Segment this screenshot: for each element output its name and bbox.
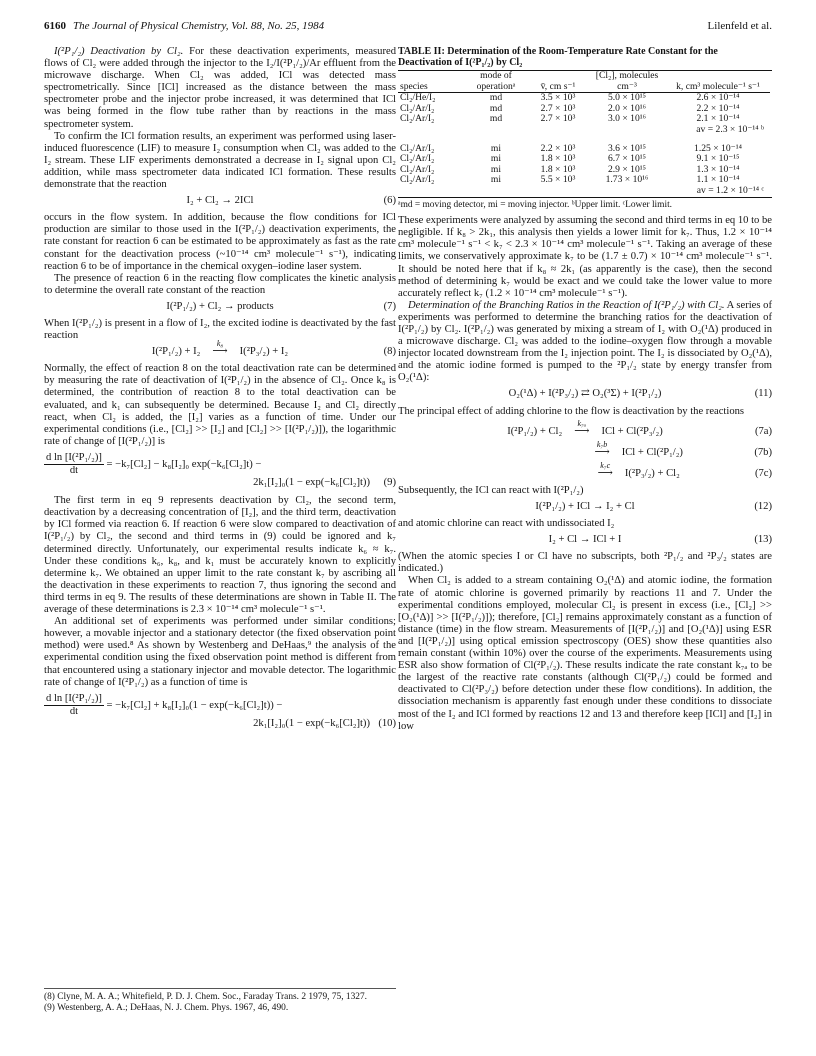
paragraph-reaction6: occurs in the flow system. In addition, because the flow conditions for ICl production are similar to those used in the I(²P₁/₂) deactivation experiments, the rate constant for reaction 6 can be estimated to be approximately as fast as the rate constant for the deactivation process (~10⁻¹⁴ cm³ molecule⁻¹ s⁻¹), indicating reaction 6 to be of importance in the chemical oxygen–iodine laser system. — [44, 212, 396, 272]
cell-velocity: 1.8 × 10³ — [540, 153, 576, 165]
left-column — [44, 46, 396, 736]
paragraph-formation-rate: When Cl₂ is added to a stream containing O₂(¹Δ) and atomic iodine, the formation rate of atomic chlorine is governed primarily by reactions 11 and 7. Under the experimental conditions employed, molecular Cl₂ is present in excess (i.e., [Cl₂] >> [O₂(¹Δ)] >> [I(²P₁/₂)]); therefore, [Cl₂] remains approximately constant as a function of distance (time) in the flow stream. Measurements of [I(²P₁/₂)] and [O₂(¹Δ)] using ESR and [I(²P₁/₂)] using optical emission spectroscopy (OES) show these quantities also remain constant (within 10%) over the course of the experiments. Measurements using ESR also show formation of Cl(²P₁/₂). These results indicate the rate constant k₇ₐ to be the largest of the reactive rate constants (although Cl(²P₁/₂) could be formed and deactivated to Cl(²P₃/₂) before detection under these flow conditions). In addition, the dissociation mechanism is apparently fast enough under these conditions to dissociate most of the I₂ and ICl formed by reactions 12 and 13 and therefore keep [ICl] and [I₂] in low — [398, 575, 772, 732]
cell-rate: 2.6 × 10⁻¹⁴ — [696, 92, 740, 104]
col-species: species — [398, 71, 464, 93]
equation-body: O₂(¹Δ) + I(²P₃/₂) ⇄ O₂(³Σ) + I(²P₁/₂) — [508, 388, 662, 400]
equation-body: I(²P₁/₂) + Cl₂ → products — [166, 300, 274, 312]
col-velocity: v̄, cm s⁻¹ — [528, 71, 588, 93]
equation-rhs: ICl + Cl(²P₁/₂) — [621, 446, 683, 458]
equation-number: (13) — [754, 534, 772, 546]
cell-concentration: 5.0 × 10¹⁵ — [607, 92, 646, 104]
equation-body: I(²P₁/₂) + ICl → I₂ + Cl — [535, 501, 635, 512]
section-heading: Determination of the Branching Ratios in the Reaction of I(²P₁/₂) with Cl₂. — [408, 299, 725, 311]
rate-label: k₇ₐ — [577, 418, 587, 428]
equation-number: (10) — [378, 717, 396, 729]
equation-number: (6) — [383, 195, 396, 207]
paragraph-branching-ratios — [398, 300, 772, 385]
equation-body — [507, 418, 663, 438]
section-heading: I(²P₁/₂) Deactivation by Cl₂. — [54, 46, 184, 57]
average-mi: av = 1.2 × 10⁻¹⁴ ᶜ — [696, 184, 764, 196]
equation-11 — [398, 388, 772, 400]
cell-concentration: 1.73 × 10¹⁶ — [605, 174, 649, 186]
cell-concentration: 2.9 × 10¹⁵ — [607, 163, 646, 175]
equation-body — [151, 339, 289, 358]
cell-concentration: 6.7 × 10¹⁵ — [607, 153, 646, 165]
average-md: av = 2.3 × 10⁻¹⁴ ᵇ — [696, 123, 764, 135]
equation-line-2: 2k₁[I₂]₀(1 − exp(−k₆[Cl₂]t)) — [253, 717, 370, 729]
cell-species: Cl₂/Ar/I₂ — [400, 102, 435, 114]
cell-species: Cl₂/He/I₂ — [400, 92, 436, 104]
cell-mode: md — [489, 92, 503, 104]
equation-body — [490, 460, 680, 480]
equation-6 — [44, 195, 396, 207]
paragraph-chlorine-reaction: and atomic chlorine can react with undissociated I₂ — [398, 518, 615, 530]
cell-concentration: 3.0 × 10¹⁶ — [607, 113, 646, 125]
cell-species: Cl₂/Ar/I₂ — [400, 153, 435, 165]
equation-number: (7a) — [754, 425, 772, 437]
paragraph-k7-limits: These experiments were analyzed by assuming the second and third terms in eq 10 to be negligible. If k₈ > 2k₁, this analysis then yields a lower limit for k₇. Thus, 1.2 × 10⁻¹⁴ cm³ molecule⁻¹ s⁻¹ < k₇ < 2.3 × 10⁻¹⁴ cm³ molecule⁻¹ s⁻¹. Taking an average of these limits, we conservatively approximate k₇ to be (1.7 ± 0.7) × 10⁻¹⁴ cm³ molecule⁻¹ s⁻¹. It should be noted here that if k₈ ≈ 2k₁ (as apparently is the case), then the second method of determining k₇ would be exact and we could take the lower value to more accurately reflect k₇ (1.2 × 10⁻¹⁴ cm³ molecule⁻¹ s⁻¹). — [398, 215, 772, 299]
equation-10 — [44, 693, 396, 730]
cell-mode: mi — [490, 142, 502, 154]
cell-mode: md — [489, 102, 503, 114]
footnote-references — [44, 988, 396, 1013]
cell-rate: 2.2 × 10⁻¹⁴ — [696, 102, 740, 114]
running-authors: Lilenfeld et al. — [707, 20, 772, 32]
cell-velocity: 1.8 × 10³ — [540, 163, 576, 175]
cell-velocity: 2.2 × 10³ — [540, 142, 576, 154]
equation-lhs: I(²P₁/₂) + Cl₂ — [507, 425, 563, 437]
page-number: 6160 — [44, 20, 66, 32]
paragraph-reaction6-complication: The presence of reaction 6 in the reacting flow complicates the kinetic analysis to determine the overall rate constant of the reaction — [44, 272, 396, 296]
cell-velocity: 2.7 × 10³ — [540, 102, 576, 114]
equation-number: (7c) — [754, 467, 772, 479]
cell-rate: 1.3 × 10⁻¹⁴ — [696, 163, 740, 175]
fraction-denominator: dt — [69, 465, 79, 476]
equation-number: (12) — [754, 501, 772, 512]
cell-species: Cl₂/Ar/I₂ — [400, 113, 435, 125]
cell-concentration: 2.0 × 10¹⁶ — [607, 102, 646, 114]
table-average-row — [398, 125, 770, 136]
fraction-numerator: d ln [I(²P₁/₂)] — [44, 693, 104, 706]
fraction-denominator: dt — [69, 705, 79, 717]
equation-line-2: 2k₁[I₂]₀(1 − exp(−k₆[Cl₂]t)) — [253, 477, 370, 489]
equation-number: (7) — [383, 300, 396, 312]
cell-rate: 2.1 × 10⁻¹⁴ — [696, 113, 740, 125]
cell-mode: mi — [490, 153, 502, 165]
paragraph-cl2-deactivation — [44, 46, 396, 131]
equation-rhs: ICl + Cl(²P₃/₂) — [601, 425, 663, 437]
cell-velocity: 2.7 × 10³ — [540, 113, 576, 125]
equation-body: I₂ + Cl → ICl + I — [548, 534, 622, 546]
cell-concentration: 3.6 × 10¹⁵ — [607, 142, 646, 154]
cell-species: Cl₂/Ar/I₂ — [400, 174, 435, 186]
paragraph-fixed-observation: An additional set of experiments was performed under similar conditions; however, a movable injector and a stationary detector (the fixed observation point method) were used.⁸ As shown by Westenberg and DeHaas,⁹ the analysis of the experimental condition using the fixed observation point method is different from that encountered using a stationary injector and movable detector. The logarithmic rate of change of I(²P₁/₂) as a function of time is — [44, 616, 396, 688]
rate-label: k₇c — [600, 460, 611, 470]
rate-arrow: k₇b ⟶ — [585, 447, 619, 459]
table-caption: TABLE II: Determination of the Room-Temperature Rate Constant for the Deactivation of I(²P₁/₂) by Cl₂ — [398, 46, 718, 68]
table-average-row — [398, 186, 770, 197]
fraction-numerator: d ln [I(²P₁/₂)] — [44, 452, 104, 465]
equation-7a — [398, 418, 772, 438]
cell-mode: md — [489, 113, 503, 125]
cell-velocity: 3.5 × 10³ — [540, 92, 576, 104]
col-concentration: [Cl₂], molecules cm⁻³ — [588, 71, 666, 93]
equation-7c — [398, 460, 772, 480]
paragraph-reaction8: Normally, the effect of reaction 8 on the total deactivation rate can be determined by measuring the rate of deactivation of I(²P₁/₂) in the absence of Cl₂. Once k₈ is determined, the contribution of reaction 8 to the total deactivation can be evaluated, and k₁ can subsequently be determined. Because I₂ and Cl₂ directly react, when Cl₂ is added, the [I₂] varies as a function of time. Under our experimental conditions (i.e., [Cl₂] >> [I₂] and [Cl₂] >> [I(²P₁/₂)]), the logarithmic rate of change of [I(²P₁/₂)] is — [44, 363, 396, 447]
cell-species: Cl₂/Ar/I₂ — [400, 163, 435, 175]
table-ii — [398, 70, 772, 198]
paragraph-eq9-discussion: The first term in eq 9 represents deactivation by Cl₂, the second term, deactivation by a decreasing concentration of [I₂], and the third term, deactivation by ICl formed via reaction 6. If reaction 6 were slow compared to deactivation of I(²P₁/₂) by Cl₂, the second and third terms in (9) could be ignored and k₇ determined directly. Unfortunately, our experimental results indicate k₆ ≈ k₇. Under these conditions k₆, k₈, and k₁ must be accurately known to explicitly determine k₇. We obtained an upper limit to the rate constant k₇ by ascribing all the deactivation in these experiments to reaction 7, thus ignoring the second and third terms in eq 9. The results of these determinations are shown in Table II. The average of these determinations is 2.3 × 10⁻¹⁴ cm³ molecule⁻¹ s⁻¹. — [44, 495, 396, 616]
equation-number: (8) — [383, 346, 396, 358]
equation-line-1: = −k₇[Cl₂] + k₈[I₂]₀(1 − exp(−k₆[Cl₂]t)) − — [106, 699, 283, 711]
reference-9: (9) Westenberg, A. A.; DeHaas, N. J. Chem. Phys. 1967, 46, 490. — [44, 1002, 289, 1013]
cell-rate: 9.1 × 10⁻¹⁵ — [696, 153, 740, 165]
cell-species: Cl₂/Ar/I₂ — [400, 142, 435, 154]
col-rate-constant: k, cm³ molecule⁻¹ s⁻¹ — [666, 71, 770, 93]
equation-9 — [44, 452, 396, 489]
cell-mode: mi — [490, 163, 502, 175]
paragraph-fast-reaction: When I(²P₁/₂) is present in a flow of I₂, the excited iodine is deactivated by the fast reaction — [44, 317, 396, 342]
equation-body — [487, 439, 683, 459]
equation-8 — [44, 339, 396, 358]
journal-title: The Journal of Physical Chemistry, Vol. 88, No. 25, 1984 — [73, 20, 325, 32]
rate-label: k₇b — [596, 439, 608, 449]
equation-rhs: I(²P₃/₂) + Cl₂ — [624, 467, 680, 479]
equation-lhs: I(²P₁/₂) + I₂ — [151, 346, 201, 358]
rate-arrow: k₈ ⟶ — [203, 346, 237, 358]
paragraph-text: For these deactivation experiments, measured flows of Cl₂ were added through the injector to the I₂/I(²P₁/₂)/Ar effluent from the microwave discharge. When Cl₂ was added, ICl was detected mass spectrometrically. Since [ICl] increased as the distance between the mass spectrometer probe and the injector probe increased, it was determined that ICl was being formed in the flow tube rather than by reactions in the mass spectrometer system. — [44, 46, 396, 130]
equation-fraction — [44, 452, 104, 477]
equation-rhs: I(²P₃/₂) + I₂ — [239, 346, 289, 358]
col-mode: mode of operationᵃ — [464, 71, 528, 93]
cell-velocity: 5.5 × 10³ — [540, 174, 576, 186]
equation-body: I₂ + Cl₂ → 2ICl — [186, 195, 254, 207]
paragraph-icl-reaction: Subsequently, the ICl can react with I(²P₁/₂) — [398, 484, 584, 496]
paragraph-text: A series of experiments was performed to determine the branching ratios for the deactivation of I(²P₁/₂) by Cl₂. I(²P₁/₂) was generated by mixing a stream of I₂ with O₂(¹Δ) produced in a microwave discharge. Cl₂ was added to the iodine–oxygen flow through a movable injector located downstream from the I₂ injection point. The I₂ is dissociated by O₂(¹Δ), and the atomic iodine formed is pumped to the ²P₁/₂ state by energy transfer from O₂(¹Δ): — [398, 299, 772, 384]
reference-8: (8) Clyne, M. A. A.; Whitefield, P. D. J. Chem. Soc., Faraday Trans. 2 1979, 75, 1327. — [44, 992, 367, 1002]
rate-label: k₈ — [216, 339, 224, 349]
cell-mode: mi — [490, 174, 502, 186]
equation-number: (11) — [754, 388, 772, 400]
rate-arrow: k₇c ⟶ — [588, 468, 622, 480]
cell-rate: 1.1 × 10⁻¹⁴ — [696, 174, 740, 186]
equation-number: (7b) — [754, 446, 772, 458]
running-header — [44, 20, 772, 34]
equation-number: (9) — [383, 477, 396, 489]
rate-arrow: k₇ₐ ⟶ — [565, 426, 599, 438]
equation-12 — [398, 501, 772, 513]
paragraph-lif: To confirm the ICl formation results, an experiment was performed using laser-induced fluorescence (LIF) to measure I₂ consumption when Cl₂ was added to the I₂ stream. These LIF experiments demonstrated a decrease in I₂ signal upon Cl₂ addition, while mass spectrometer data indicated ICl formation. These results demonstrate that the reaction — [44, 130, 396, 191]
table-footnote: ᵃmd = moving detector, mi = moving injector. ᵇUpper limit. ᶜLower limit. — [398, 199, 673, 210]
equation-13 — [398, 534, 772, 546]
equation-line-1: = −k₇[Cl₂] − k₈[I₂]₀ exp(−k₆[Cl₂]t) − — [106, 458, 262, 470]
equation-7b — [398, 439, 772, 459]
right-column — [398, 46, 772, 733]
equation-7 — [44, 301, 396, 313]
paragraph-chlorine-effect: The principal effect of adding chlorine to the flow is deactivation by the reactions — [398, 405, 745, 417]
equation-fraction — [44, 693, 104, 718]
cell-rate: 1.25 × 10⁻¹⁴ — [694, 142, 742, 154]
paragraph-subscript-note: (When the atomic species I or Cl have no subscripts, both ²P₁/₂ and ²P₃/₂ states are indicated.) — [398, 551, 772, 575]
